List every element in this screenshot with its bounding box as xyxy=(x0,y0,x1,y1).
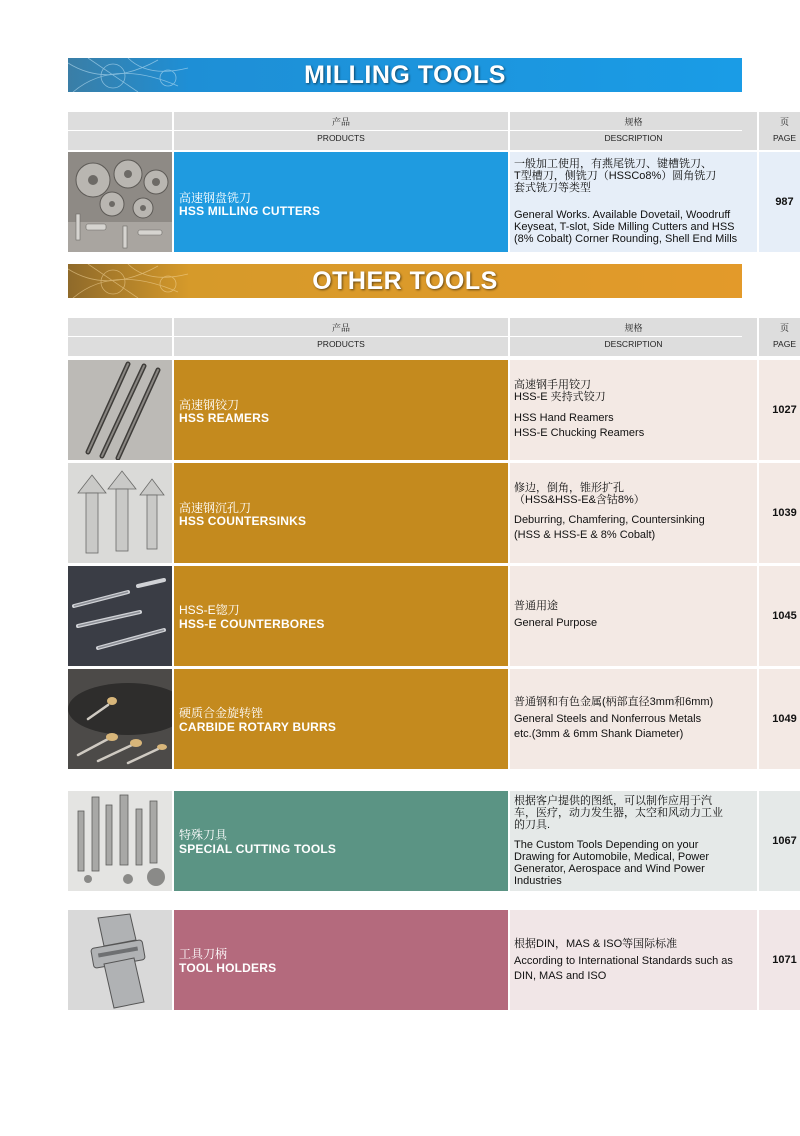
header-description-cell xyxy=(510,318,757,356)
product-name-en: HSS REAMERS xyxy=(179,411,270,425)
description-zh-line: 的刀具. xyxy=(514,819,551,831)
description-zh-line: 高速钢手用铰刀 xyxy=(514,379,591,391)
hss-countersinks-name-cell xyxy=(174,463,508,563)
header-product-zh: 产品 xyxy=(331,117,350,127)
reamers-photo xyxy=(68,360,172,460)
milling-cutters-name-cell xyxy=(174,152,508,252)
product-row-milling-cutters[interactable] xyxy=(68,152,794,252)
other-tools-banner xyxy=(68,264,742,298)
description-zh-line: T型槽刀，侧铣刀（HSSCo8%）圆角铣刀 xyxy=(514,170,717,182)
product-row-carbide-rotary-burrs[interactable] xyxy=(68,669,797,769)
product-name-zh: HSS-E锪刀 xyxy=(179,603,240,617)
header-image-cell xyxy=(68,112,172,150)
header-description-zh: 规格 xyxy=(624,323,643,333)
header-page-cell xyxy=(759,112,800,150)
other-tools-title: OTHER TOOLS xyxy=(312,267,498,295)
tool-holders-description-cell xyxy=(510,910,757,1010)
header-page-en: PAGE xyxy=(773,133,796,143)
description-zh-line: 修边，倒角，锥形扩孔 xyxy=(514,482,624,494)
carbide-rotary-burrs-name-cell xyxy=(174,669,508,769)
header-description-en: DESCRIPTION xyxy=(604,339,663,349)
description-en-line: HSS Hand Reamers xyxy=(514,412,614,424)
hss-e-counterbores-name-cell xyxy=(174,566,508,666)
description-en xyxy=(514,513,758,543)
header-product-cell xyxy=(174,112,508,150)
milling-table-header xyxy=(68,112,796,150)
header-description-cell xyxy=(510,112,757,150)
description-zh xyxy=(514,158,758,194)
tool-holders-name-cell xyxy=(174,910,508,1010)
description-en-line: Deburring, Chamfering, Countersinking xyxy=(514,514,705,526)
description-en-line: General Works. Available Dovetail, Woodruff xyxy=(514,209,731,221)
description-en-line: HSS-E Chucking Reamers xyxy=(514,427,645,439)
description-en xyxy=(514,617,758,629)
product-name-zh: 特殊刀具 xyxy=(179,828,228,842)
carbide-rotary-burrs-description-cell xyxy=(510,669,757,769)
product-name-en: SPECIAL CUTTING TOOLS xyxy=(179,842,337,856)
description-en-line: General Purpose xyxy=(514,617,598,629)
header-page-zh: 页 xyxy=(779,323,789,333)
product-row-tool-holders[interactable] xyxy=(68,910,797,1010)
milling-cutters-description-cell xyxy=(510,152,757,252)
hss-reamers-description-cell xyxy=(510,360,757,460)
description-zh xyxy=(514,696,758,708)
description-en xyxy=(514,209,758,245)
product-name-zh: 硬质合金旋转锉 xyxy=(179,706,264,720)
header-image-cell xyxy=(68,318,172,356)
description-en xyxy=(514,839,758,887)
description-en-line: (HSS & HSS-E & 8% Cobalt) xyxy=(514,529,656,541)
milling-tools-banner xyxy=(68,58,742,92)
counterbores-photo xyxy=(68,566,172,666)
description-zh-line: 根据客户提供的图纸，可以制作应用于汽 xyxy=(514,795,712,807)
tool-holder-photo xyxy=(68,910,172,1010)
countersinks-photo xyxy=(68,463,172,563)
page-number[interactable]: 987 xyxy=(759,152,800,252)
product-row-hss-countersinks[interactable] xyxy=(68,463,797,563)
header-page-zh: 页 xyxy=(779,117,789,127)
description-en-line: DIN, MAS and ISO xyxy=(514,970,607,982)
description-zh-line: 套式铣刀等类型 xyxy=(514,182,591,194)
header-product-en: PRODUCTS xyxy=(317,339,365,349)
product-name-zh: 高速钢铰刀 xyxy=(179,398,240,412)
product-name-zh: 高速钢盘铣刀 xyxy=(179,191,252,205)
description-zh-line: 一般加工使用，有燕尾铣刀、键槽铣刀、 xyxy=(514,158,712,170)
product-name-en: HSS COUNTERSINKS xyxy=(179,514,307,528)
other-table-header xyxy=(68,318,796,356)
header-description-zh: 规格 xyxy=(624,117,643,127)
page-number[interactable]: 1039 xyxy=(759,463,800,563)
product-name-zh: 高速钢沉孔刀 xyxy=(179,501,252,515)
description-en-line: Generator, Aerospace and Wind Power xyxy=(514,863,705,875)
description-zh xyxy=(514,482,758,506)
product-name-en: TOOL HOLDERS xyxy=(179,961,277,975)
product-name-en: HSS MILLING CUTTERS xyxy=(179,204,321,218)
description-en-line: General Steels and Nonferrous Metals xyxy=(514,713,702,725)
description-zh-line: 普通钢和有色金属(柄部直径3mm和6mm) xyxy=(514,696,714,708)
header-product-en: PRODUCTS xyxy=(317,133,365,143)
special-cutting-tools-name-cell xyxy=(174,791,508,891)
page-number[interactable]: 1049 xyxy=(759,669,800,769)
description-zh-line: HSS-E 夹持式铰刀 xyxy=(514,391,606,403)
description-en-line: (8% Cobalt) Corner Rounding, Shell End Mills xyxy=(514,233,738,245)
page-number[interactable]: 1071 xyxy=(759,910,800,1010)
header-page-en: PAGE xyxy=(773,339,796,349)
product-row-hss-e-counterbores[interactable] xyxy=(68,566,797,666)
product-row-hss-reamers[interactable] xyxy=(68,360,797,460)
description-zh xyxy=(514,379,758,403)
product-name-en: CARBIDE ROTARY BURRS xyxy=(179,720,337,734)
page-number[interactable]: 1067 xyxy=(759,791,800,891)
hss-reamers-name-cell xyxy=(174,360,508,460)
description-zh-line: 根据DIN，MAS & ISO等国际标准 xyxy=(514,938,678,950)
description-zh-line: 普通用途 xyxy=(514,600,558,612)
product-name-zh: 工具刀柄 xyxy=(179,947,228,961)
header-divider xyxy=(68,130,742,131)
milling-cutters-photo xyxy=(68,152,172,252)
product-name-en: HSS-E COUNTERBORES xyxy=(179,617,325,631)
description-zh xyxy=(514,795,758,831)
hss-countersinks-description-cell xyxy=(510,463,757,563)
rotary-burrs-photo xyxy=(68,669,172,769)
description-zh-line: 车，医疗，动力发生器，太空和风动力工业 xyxy=(514,807,723,819)
page-number[interactable]: 1027 xyxy=(759,360,800,460)
description-en-line: Keyseat, T-slot, Side Milling Cutters and HSS xyxy=(514,221,735,233)
header-product-zh: 产品 xyxy=(331,323,350,333)
description-en xyxy=(514,712,758,742)
description-zh xyxy=(514,600,758,612)
special-tools-photo xyxy=(68,791,172,891)
description-en-line: Industries xyxy=(514,875,562,887)
description-en-line: According to International Standards such as xyxy=(514,955,733,967)
description-en-line: etc.(3mm & 6mm Shank Diameter) xyxy=(514,728,684,740)
special-cutting-tools-description-cell xyxy=(510,791,757,891)
description-zh xyxy=(514,938,758,950)
description-zh-line: （HSS&HSS-E&含钴8%） xyxy=(514,494,645,506)
hss-e-counterbores-description-cell xyxy=(510,566,757,666)
header-page-cell xyxy=(759,318,800,356)
header-divider xyxy=(68,336,742,337)
header-product-cell xyxy=(174,318,508,356)
milling-tools-title: MILLING TOOLS xyxy=(304,61,506,89)
description-en xyxy=(514,954,758,984)
description-en-line: Drawing for Automobile, Medical, Power xyxy=(514,851,710,863)
product-row-special-cutting-tools[interactable] xyxy=(68,791,797,891)
description-en xyxy=(514,411,758,441)
description-en-line: The Custom Tools Depending on your xyxy=(514,839,699,851)
page-number[interactable]: 1045 xyxy=(759,566,800,666)
header-description-en: DESCRIPTION xyxy=(604,133,663,143)
